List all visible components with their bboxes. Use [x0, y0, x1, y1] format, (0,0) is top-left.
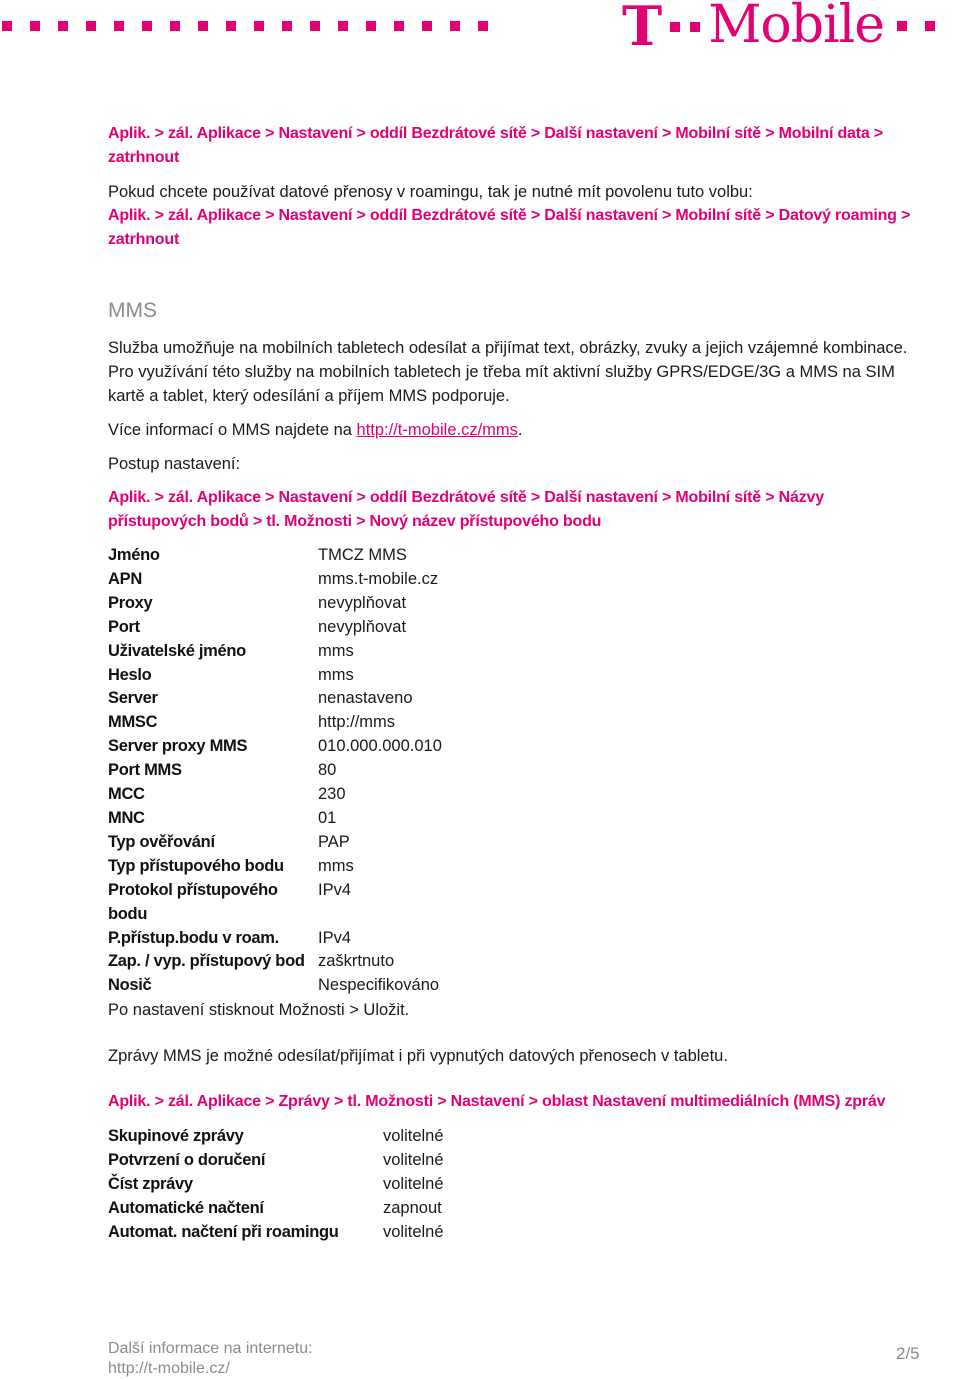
message-setting-value: zapnout — [383, 1199, 442, 1218]
logo-t-letter: T — [622, 0, 663, 58]
apn-settings-table — [108, 544, 918, 998]
footer-url[interactable]: http://t-mobile.cz/ — [108, 1360, 230, 1377]
footer — [108, 1339, 313, 1379]
apn-setting-value: TMCZ MMS — [318, 546, 407, 564]
save-note: Po nastavení stisknout Možnosti > Uložit. — [108, 1001, 410, 1020]
roaming-text: Pokud chcete používat datové přenosy v roamingu, tak je nutné mít povolenu tuto volbu: — [108, 183, 753, 201]
t-mobile-logo — [622, 0, 884, 56]
message-setting-key: Automat. načtení při roamingu — [108, 1223, 339, 1242]
apn-setting-key: Zap. / vyp. přístupový bod — [108, 952, 305, 971]
brand-dot — [86, 21, 96, 31]
message-setting-value: volitelné — [383, 1127, 444, 1146]
brand-dot — [254, 21, 264, 31]
brand-dots-right — [897, 21, 935, 31]
path-messages: Aplik. > zál. Aplikace > Zprávy > tl. Možnosti > Nastavení > oblast Nastavení multimediálních (MMS) zpráv — [108, 1093, 886, 1111]
apn-setting-key: MCC — [108, 785, 145, 804]
message-setting-key: Skupinové zprávy — [108, 1127, 244, 1146]
apn-setting-value: mms — [318, 641, 354, 660]
apn-setting-key: Heslo — [108, 665, 152, 684]
brand-dot — [422, 21, 432, 31]
brand-dots-left — [2, 21, 488, 31]
apn-setting-value: zaškrtnuto — [318, 952, 395, 971]
brand-dot — [366, 21, 376, 31]
brand-dot — [2, 21, 12, 31]
message-settings-table — [108, 1124, 918, 1244]
procedure-label: Postup nastavení: — [108, 455, 241, 473]
more-info-line — [108, 418, 918, 442]
message-setting-value: volitelné — [383, 1175, 444, 1194]
apn-setting-value: 230 — [318, 785, 346, 804]
brand-dot — [282, 21, 292, 31]
apn-setting-key: MMSC — [108, 713, 158, 732]
apn-setting-key: Protokol přístupového bodu — [108, 880, 278, 923]
apn-setting-value: http://mms — [318, 713, 396, 732]
brand-dot — [338, 21, 348, 31]
more-info-prefix: Více informací o MMS najdete na — [108, 421, 357, 439]
apn-setting-key: MNC — [108, 808, 145, 827]
offline-note: Zprávy MMS je možné odesílat/přijímat i při vypnutých datových přenosech v tabletu. — [108, 1047, 728, 1066]
more-info-suffix: . — [517, 421, 523, 439]
brand-dot — [30, 21, 40, 31]
brand-dot — [478, 21, 488, 31]
footer-label: Další informace na internetu: — [108, 1340, 313, 1357]
brand-dot — [114, 21, 124, 31]
path-apn: Aplik. > zál. Aplikace > Nastavení > oddíl Bezdrátové sítě > Další nastavení > Mobilní sítě > Názvy přístupových bodů > tl. Možnosti > Nový název přístupového bodu — [108, 489, 824, 530]
apn-setting-value: IPv4 — [318, 880, 352, 899]
apn-setting-value: 80 — [318, 761, 337, 780]
message-setting-value: volitelné — [383, 1223, 444, 1242]
apn-setting-key: Server proxy MMS — [108, 737, 248, 756]
mms-heading: MMS — [108, 299, 157, 322]
logo-mobile-word: Mobile — [708, 0, 885, 55]
apn-setting-key: Nosič — [108, 976, 152, 995]
apn-setting-key: Port — [108, 617, 140, 636]
apn-setting-key: Server — [108, 689, 158, 708]
apn-setting-value: nevyplňovat — [318, 617, 407, 636]
message-setting-key: Číst zprávy — [108, 1175, 193, 1194]
apn-setting-value: 01 — [318, 808, 337, 827]
brand-dot — [142, 21, 152, 31]
apn-setting-value: 010.000.000.010 — [318, 737, 442, 756]
page-content — [108, 122, 918, 1244]
logo-dots — [670, 22, 700, 32]
brand-dot — [310, 21, 320, 31]
apn-setting-key: Jméno — [108, 546, 160, 564]
brand-dot — [170, 21, 180, 31]
apn-setting-value: mms — [318, 856, 354, 875]
apn-setting-key: P.přístup.bodu v roam. — [108, 928, 279, 947]
brand-dot — [198, 21, 208, 31]
apn-setting-key: Typ ověřování — [108, 832, 215, 851]
brand-dot — [394, 21, 404, 31]
brand-dot — [450, 21, 460, 31]
message-setting-key: Automatické načtení — [108, 1199, 264, 1218]
brand-header — [0, 0, 960, 60]
apn-setting-key: Typ přístupového bodu — [108, 856, 284, 875]
apn-setting-value: mms.t-mobile.cz — [318, 569, 439, 588]
apn-setting-key: APN — [108, 569, 142, 588]
apn-setting-value: mms — [318, 665, 354, 684]
message-setting-value: volitelné — [383, 1151, 444, 1170]
apn-setting-key: Uživatelské jméno — [108, 641, 246, 660]
mms-info-link[interactable]: http://t-mobile.cz/mms — [356, 421, 518, 439]
apn-setting-value: Nespecifikováno — [318, 976, 440, 995]
mms-description: Služba umožňuje na mobilních tabletech odesílat a přijímat text, obrázky, zvuky a jejich vzájemné kombinace. Pro využívání této služby na mobilních tabletech je třeba mít aktivní služby GPRS/EDGE/3G a MMS na SIM kartě a tablet, který odesílání a příjem MMS podporuje. — [108, 339, 908, 405]
path-data-roaming: Aplik. > zál. Aplikace > Nastavení > oddíl Bezdrátové sítě > Další nastavení > Mobilní sítě > Datový roaming > zatrhnout — [108, 207, 911, 248]
apn-setting-value: nevyplňovat — [318, 593, 407, 612]
path-mobile-data: Aplik. > zál. Aplikace > Nastavení > oddíl Bezdrátové sítě > Další nastavení > Mobilní sítě > Mobilní data > zatrhnout — [108, 125, 883, 166]
apn-setting-key: Port MMS — [108, 761, 182, 780]
apn-setting-key: Proxy — [108, 593, 153, 612]
page-number: 2/5 — [896, 1344, 920, 1363]
apn-setting-value: IPv4 — [318, 928, 352, 947]
apn-setting-value: PAP — [318, 832, 350, 851]
brand-dot — [226, 21, 236, 31]
brand-dot — [58, 21, 68, 31]
apn-setting-value: nenastaveno — [318, 689, 413, 708]
message-setting-key: Potvrzení o doručení — [108, 1151, 266, 1170]
